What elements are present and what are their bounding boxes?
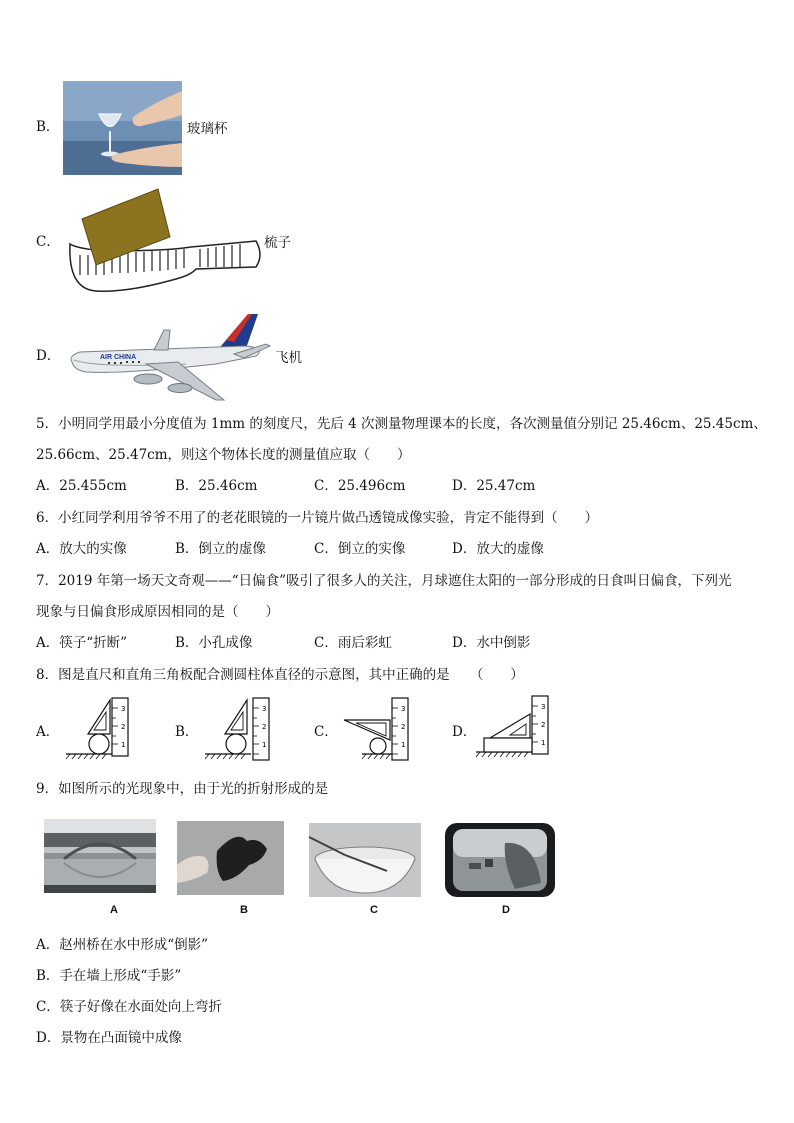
photo-caption-c: C [370, 904, 378, 916]
q5-option-c: C．25.496cm [314, 478, 406, 494]
bent-chopstick-photo [309, 823, 421, 897]
airplane-image [66, 312, 272, 404]
q8-option-d-letter: D． [452, 724, 477, 740]
option-b-label: 玻璃杯 [187, 121, 228, 137]
airline-label: AIR CHINA [100, 354, 137, 361]
q8-option-b-letter: B． [175, 724, 199, 740]
ruler-tick-1: 1 [262, 741, 267, 749]
q5-line1: 5．小明同学用最小分度值为 1mm 的刻度尺，先后 4 次测量物理课本的长度，各次测量值分别记 25.46cm、25.45cm、 [36, 416, 767, 432]
glass-cup-image [63, 81, 182, 175]
diagram-b [205, 696, 271, 762]
q7-option-a: A．筷子“折断” [36, 635, 128, 651]
photo-caption-d: D [502, 904, 510, 916]
q7-option-d: D．水中倒影 [452, 635, 531, 651]
option-b-letter: B． [36, 119, 60, 135]
option-d-letter: D． [36, 348, 61, 364]
photo-caption-a: A [110, 904, 118, 916]
q9-option-a: A．赵州桥在水中形成“倒影” [36, 937, 209, 953]
ruler-tick-2: 2 [401, 723, 406, 731]
ruler-tick-1: 1 [401, 741, 406, 749]
q6-option-c: C．倒立的实像 [314, 541, 406, 557]
q6-option-a: A．放大的实像 [36, 541, 127, 557]
ruler-tick-2: 2 [541, 721, 546, 729]
q7-line1: 7．2019 年第一场天文奇观——“日偏食”吸引了很多人的关注，月球遮住太阳的一部分形成的日食叫日偏食，下列光 [36, 573, 732, 589]
q7-line2: 现象与日偏食形成原因相同的是（ ） [36, 604, 279, 620]
hand-shadow-photo [177, 821, 284, 895]
ruler-tick-3: 3 [541, 703, 546, 711]
bridge-reflection-photo [44, 819, 156, 893]
q6-line1: 6．小红同学利用爷爷不用了的老花眼镜的一片镜片做凸透镜成像实验，肯定不能得到（ ） [36, 510, 599, 526]
ruler-tick-2: 2 [121, 723, 126, 731]
ruler-tick-3: 3 [262, 705, 267, 713]
q6-option-d: D．放大的虚像 [452, 541, 544, 557]
option-d-label: 飞机 [275, 350, 302, 366]
q8-line1: 8．图是直尺和直角三角板配合测圆柱体直径的示意图，其中正确的是 （ ） [36, 667, 524, 683]
q8-option-a-letter: A． [36, 724, 60, 740]
q9-option-d: D．景物在凸面镜中成像 [36, 1030, 182, 1046]
q5-option-d: D．25.47cm [452, 478, 536, 494]
q5-option-b: B．25.46cm [175, 478, 258, 494]
q9-option-c: C．筷子好像在水面处向上弯折 [36, 999, 222, 1015]
q7-option-c: C．雨后彩虹 [314, 635, 392, 651]
q6-option-b: B．倒立的虚像 [175, 541, 266, 557]
q7-option-b: B．小孔成像 [175, 635, 253, 651]
option-c-label: 梳子 [264, 235, 291, 251]
comb-image [66, 189, 262, 294]
convex-mirror-photo [445, 823, 555, 897]
diagram-a [66, 696, 132, 762]
q5-option-a: A．25.455cm [36, 478, 127, 494]
q5-line2: 25.66cm、25.47cm，则这个物体长度的测量值应取（ ） [36, 447, 411, 463]
q9-line1: 9．如图所示的光现象中，由于光的折射形成的是 [36, 781, 329, 797]
q8-option-c-letter: C． [314, 724, 338, 740]
ruler-tick-1: 1 [541, 739, 546, 747]
ruler-tick-3: 3 [121, 705, 126, 713]
ruler-tick-2: 2 [262, 723, 267, 731]
option-c-letter: C． [36, 234, 60, 250]
diagram-c [342, 696, 408, 762]
q9-option-b: B．手在墙上形成“手影” [36, 968, 182, 984]
ruler-tick-3: 3 [401, 705, 406, 713]
photo-caption-b: B [240, 904, 248, 916]
ruler-tick-1: 1 [121, 741, 126, 749]
diagram-d [476, 694, 552, 762]
